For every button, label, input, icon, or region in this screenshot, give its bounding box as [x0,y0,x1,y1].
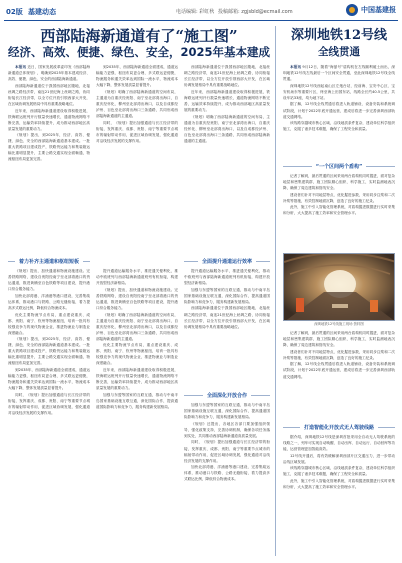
logo-icon [346,4,358,16]
article1-paragraph: 《规划》提出，加快通道和物流设施建设。完善铁路网络，建设自贵阳经南宁至北部湾港口的货运通道，推进黄桶至百色铁路等项目建设，提升港口综合服务能力。 [96,287,178,310]
article2-paragraph: 据了解，12号线全线贯通后将进入轨道铺设、设备安装和系统调试阶段，计划于2022年底开通运营，建成后将进一步完善深圳西部轨道交通网络。 [283,102,395,119]
article2-body-bottom [283,434,395,556]
article1-column-2 [96,64,178,254]
article1-column-1 [8,64,90,254]
article1-paragraph: 《规划》明确了西部陆海新通道的空间布局，主通道为自重庆经贵阳、南宁至北部湾出海口，自重庆经怀化、柳州至北部湾出海口，以及自成都经泸州、百色至北部湾出海口三条通路，共同形成西部陆海新通道的主通道。 [96,312,178,341]
article1-paragraph: 《规划》提出，到2025年，经济、高效、便捷、绿色、安全的西部陆海新通道基本建成。一批重大铁路项目建成投产，铁路货运能力和集装箱运输比重明显提升，主要公路交通实现全面畅通，物流枢纽布局更加完善。 [8,133,90,162]
article1-paragraph: 近年来，西部陆海新通道建设取得积极进展，铁海联运班列开行数量快速增长，通道物流网络不断完善，运输效率持续提升，成为推动西部地区高质量发展的重要动力。 [184,89,270,112]
article1-paragraph: 《规划》明确了西部陆海新通道的空间布局，主通道为自重庆经贵阳、南宁至北部湾出海口，自重庆经怀化、柳州至北部湾出海口，以及自成都经泸州、百色至北部湾出海口三条通路，共同形成西部陆海新通道的主通道。 [184,114,270,143]
newspaper-logo [346,4,396,16]
article1-paragraph: 加强与东盟等国家的互联互通，推动与中南半岛国家基础设施互联互通，深化国际合作，提高通道国际影响力和竞争力，服务构建新发展格局。 [184,287,270,304]
article2-subhead-1 [283,161,395,171]
article1-paragraph: 《规划》明确了西部陆海新通道的空间布局，主通道为自重庆经贵阳、南宁至北部湾出海口，自重庆经怀化、柳州至北部湾出海口，以及自成都经泸州、百色至北部湾出海口三条通路，共同形成西部陆海新通道的主通道。 [96,89,178,118]
article1-paragraph: 提升通道运输服务水平，推进通关便利化，推动中欧班列与西部陆海新通道班列有机衔接，构建开放型经济新格局。 [184,269,270,286]
section-name: 基建动态 [28,8,56,16]
article1-lower-column-3b [184,402,270,556]
article1-title: 西部陆海新通道有了“施工图” [40,27,238,45]
section-head-1 [8,256,90,266]
article2-paragraph: 此外，施工中引入智能化管理系统，对盾构掘进数据进行实时采集和分析，大大提高了施工效率和安全管理水平。 [283,479,395,490]
section-head-2-label: 全面提升通道运行效率 [198,258,256,265]
article2-subtitle: 全线贯通 [318,46,360,58]
article1-paragraph: 加强与东盟等国家的互联互通，推动与中南半岛国家基础设施互联互通，深化国际合作，提高通道国际影响力和竞争力，服务构建新发展格局。 [96,392,178,409]
article1-paragraph: 到2035年，西部陆海新通道全面建成，通道运输能力更强、枢纽布局更合理、多式联运更便捷，物流服务和通关效率达到国际一流水平，物流成本大幅下降，整体发展质量显著提升。 [96,65,178,88]
column-divider [275,26,276,556]
article1-paragraph: 优化主要物流节点布局，重点建设重庆、成都、贵阳、南宁、钦州等物流枢纽，培育一批具有较强竞争力的现代物流企业，推进物流业与制造业深度融合。 [8,312,90,335]
article1-lower-column-2 [96,268,178,556]
article2-body-mid [283,173,395,251]
article2-headline [282,27,396,60]
article2-lead-paragraph [283,64,395,82]
article2-subhead-2-label: 打造智能化开放式无人驾驶线路 [300,424,378,431]
article1-paragraph: 同时，《规划》提出加强通道与长江经济带的衔接，发挥重庆、成都、贵阳、南宁等重要节点城市的辐射带动作用，促进区域协调发展，强化通道对沿线经济发展的支撑作用。 [8,392,90,416]
article1-paragraph: 《规划》提出，到2025年，经济、高效、便捷、绿色、安全的西部陆海新通道基本建成。一批重大铁路项目建成投产，铁路货运能力和集装箱运输比重明显提升，主要公路交通实现全面畅通，物流枢纽布局更加完善。 [8,337,90,366]
article2-body-lower [283,330,395,420]
article1-lower-column-3 [184,268,270,388]
article2-paragraph: 据了解，12号线全线贯通后将进入轨道铺设、设备安装和系统调试阶段，计划于2022年底开通运营，建成后将进一步完善深圳西部轨道交通网络。 [283,362,395,379]
article2-paragraph: 该线路穿越城市核心区域，沿线地质条件复杂，建设单位科学组织施工，克服了诸多技术难题，确保了工程安全和质量。 [283,121,395,132]
article1-paragraph: 《规划》提出，加快通道和物流设施建设。完善铁路网络，建设自贵阳经南宁至北部湾港口的货运通道，推进黄桶至百色铁路等项目建设，提升港口综合服务能力。 [8,269,90,292]
tunnel-photo-image [284,254,395,321]
article2-paragraph: 记者了解到，最后贯通的区间采用两台盾构机同时掘进，面对复杂地层和密集建筑群，施工团队精心组织、科学施工，实时监测地表沉降，确保了周边建筑和管线安全。 [283,174,395,191]
article2-body-top [283,64,395,160]
article1-paragraph: 到2035年，西部陆海新通道全面建成，通道运输能力更强、枢纽布局更合理、多式联运更便捷，物流服务和通关效率达到国际一流水平，物流成本大幅下降，整体发展质量显著提升。 [8,368,90,391]
article2-paragraph: 记者了解到，最后贯通的区间采用两台盾构机同时掘进，面对复杂地层和密集建筑群，施工团队精心组织、科学施工，实时监测地表沉降，确保了周边建筑和管线安全。 [283,331,395,348]
article1-subtitle: 经济、高效、便捷、绿色、安全，2025年基本建成 [8,45,271,59]
article1-paragraph: 西部陆海新通道位于我国西部地区腹地，北接丝绸之路经济带，南连21世纪海上丝绸之路，协同衔接长江经济带，以全方位开放引领西部大开发，在区域协调发展格局中具有重要战略地位。 [184,65,270,88]
section-head-2 [184,256,270,266]
article1-paragraph: 加快北部湾港、洋浦港等港口建设，完善集疏运体系，推动港口与铁路、公路无缝衔接，着力提高多式联运比例，降低综合物流成本。 [8,293,90,310]
article1-headline [8,27,270,60]
article2-paragraph: 此外，施工中引入智能化管理系统，对盾构掘进数据进行实时采集和分析，大大提高了施工效率和安全管理水平。 [283,205,395,216]
tunnel-photo [283,253,395,321]
article2-paragraph: 深圳地铁12号线西起南山区左炮台站，经前海、宝安中心区、宝安机场东等重要片区，终至海上田园东站，线路全长约40.5公里，共设车站33座，均为地下站。 [283,83,395,100]
section-head-1-label: 着力补齐主通道和枢纽短板 [15,258,83,265]
article2-title: 深圳地铁12号线 [290,28,388,43]
article2-paragraph: 12号线开通后，将有效缓解深圳西部片区交通压力，进一步带动沿线区域发展。 [283,453,395,464]
article1-paragraph: 同时，《规划》提出加强通道与长江经济带的衔接，发挥重庆、成都、贵阳、南宁等重要节点城市的辐射带动作用，促进区域协调发展，强化通道对沿线经济发展的支撑作用。 [184,440,270,463]
article1-paragraph: 优化主要物流节点布局，重点建设重庆、成都、贵阳、南宁、钦州等物流枢纽，培育一批具有较强竞争力的现代物流企业，推进物流业与制造业深度融合。 [96,343,178,366]
article2-paragraph: 该线路穿越城市核心区域，沿线地质条件复杂，建设单位科学组织施工，克服了诸多技术难题，确保了工程安全和质量。 [283,466,395,477]
section-head-3 [184,390,270,400]
header-divider [4,20,398,21]
article2-byline: 本报讯 [290,65,302,69]
article1-paragraph: 加快北部湾港、洋浦港等港口建设，完善集疏运体系，推动港口与铁路、公路无缝衔接，着力提高多式联运比例，降低综合物流成本。 [184,465,270,482]
editor-info: 电话编辑: 彩虹秋 [176,9,215,15]
article1-paragraph: 加强与东盟等国家的互联互通，推动与中南半岛国家基础设施互联互通，深化国际合作，提高通道国际影响力和竞争力，服务构建新发展格局。 [184,403,270,420]
article1-paragraph: 西部陆海新通道位于我国西部地区腹地，北接丝绸之路经济带，南连21世纪海上丝绸之路，协同衔接长江经济带，以全方位开放引领西部大开发，在区域协调发展格局中具有重要战略地位。 [184,306,270,329]
article1-paragraph: 西部陆海新通道位于我国西部地区腹地，北接丝绸之路经济带，南连21世纪海上丝绸之路，协同衔接长江经济带，以全方位开放引领西部大开发，在区域协调发展格局中具有重要战略地位。 [8,83,90,106]
article1-paragraph: 提升通道运输服务水平，推进通关便利化，推动中欧班列与西部陆海新通道班列有机衔接，构建开放型经济新格局。 [96,269,178,286]
article2-paragraph: 建设者们针对不同地层特点，优化掘进参数，采用同步注浆和二次补浆等措施，有效控制地面沉降，创造了良好的施工纪录。 [283,192,395,203]
page-number: 02版 [6,8,23,16]
article2-lead-text: 9月12日，随着“海晏号”盾构机在左线顺利破土而出，深圳地铁12号线左线最后一个区间安全贯通，至此深圳地铁12号线全线贯通。 [283,65,395,82]
photo-caption: 深圳地铁12号线施工现场 资料图 [314,322,364,326]
article2-subhead-1-label: “一个区间两个盾构” [312,163,367,170]
article1-column-3 [184,64,270,254]
article2-paragraph: 据介绍，深圳地铁12号线是深圳首批采用全自动无人驾驶系统的线路之一，列车可实现自动唤醒、自动出库、自动运行、自动回库等功能，运营管理更加智能高效。 [283,435,395,452]
article1-paragraph: 近年来，西部陆海新通道建设取得积极进展，铁海联运班列开行数量快速增长，通道物流网络不断完善，运输效率持续提升，成为推动西部地区高质量发展的重要动力。 [8,108,90,131]
section-head-3-label: 全面深化开放合作 [203,392,251,399]
article1-lead-paragraph [8,64,90,82]
article1-paragraph: 《规划》还提出，各地区各部门要加强组织领导，强化政策支持，完善协调机制，确保各项任务落到实处，共同推动西部陆海新通道高质量发展。 [184,421,270,438]
article1-paragraph: 近年来，西部陆海新通道建设取得积极进展，铁海联运班列开行数量快速增长，通道物流网络不断完善，运输效率持续提升，成为推动西部地区高质量发展的重要动力。 [96,368,178,391]
article1-lower-column-1 [8,268,90,556]
logo-text: 中国基建报 [361,6,396,14]
article2-paragraph: 建设者们针对不同地层特点，优化掘进参数，采用同步注浆和二次补浆等措施，有效控制地面沉降，创造了良好的施工纪录。 [283,349,395,360]
article1-lead-text: 近日，国家发展改革委印发《西部陆海新通道总体规划》，明确到2025年基本建成经济、高效、便捷、绿色、安全的西部陆海新通道。 [8,65,90,82]
article1-paragraph: 同时，《规划》提出加强通道与长江经济带的衔接，发挥重庆、成都、贵阳、南宁等重要节点城市的辐射带动作用，促进区域协调发展，强化通道对沿线经济发展的支撑作用。 [96,120,178,143]
page-header [0,0,402,22]
article1-byline: 本报讯 [15,65,27,69]
article2-subhead-2 [283,422,395,432]
submission-email: 投稿邮箱: zgjsbld@ecmail.com [218,9,293,15]
